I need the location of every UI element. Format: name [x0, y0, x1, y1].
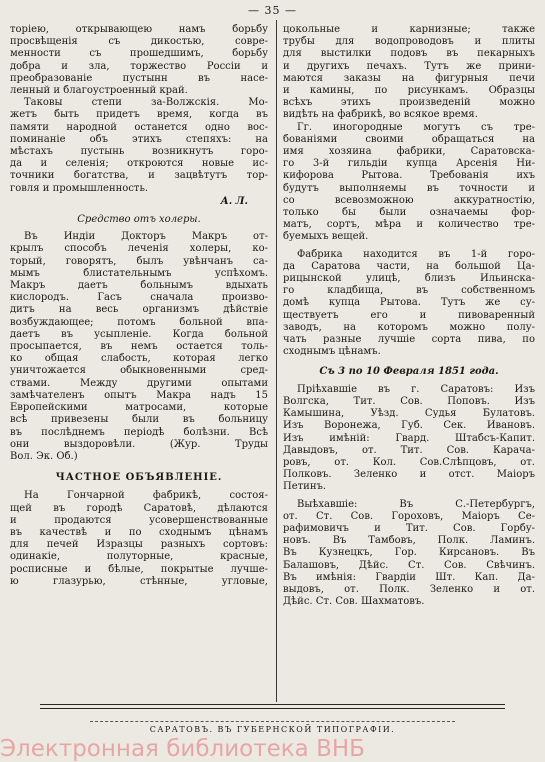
text-line: да Саратова части, на большой Ца- — [283, 260, 535, 272]
text-line: Въ имѣнiя: Гвардiи Шт. Кап. Да- — [283, 571, 535, 583]
text-line: въ послѣднемъ перiодѣ болѣзни. Всѣ — [10, 426, 268, 438]
text-line: просыпается, въ немъ остается толь- — [10, 341, 268, 353]
text-line: матъ, сортъ, мѣра и количество тре- — [283, 219, 535, 231]
text-line: крылъ способъ леченiя холеры, ко- — [10, 243, 268, 255]
arrivals-date-heading: Съ 3 по 10 Февраля 1851 года. — [319, 366, 499, 378]
factory-ad-paragraph — [10, 490, 268, 588]
text-line: мѣстахъ пустынь возникнутъ горо- — [10, 146, 268, 158]
text-line: щей въ городѣ Саратовѣ, дѣлаются — [10, 502, 268, 514]
author-signature: А. Л. — [220, 195, 248, 207]
text-line: Таковы степи за-Волжскiя. Мо- — [24, 97, 268, 109]
text-line: ровъ, от. Кол. Сов.Слѣпцовъ, от. — [283, 456, 535, 468]
text-line: новъ. Въ Тамбовъ, Полк. Ламинъ. — [283, 535, 535, 547]
text-line: кифорова Рытова. Требованiя ихъ — [283, 170, 535, 182]
text-line: ко общая слабость, которая легко — [10, 353, 268, 365]
text-line: Полковъ. Зеленко и отст. Маiоръ — [283, 469, 535, 481]
text-line: заводъ, на которомъ можно полу- — [283, 321, 535, 333]
text-line: Въ Индiи Докторъ Макръ от- — [24, 231, 268, 243]
bottom-double-rule — [40, 704, 505, 709]
text-line: говля и промышленность. — [10, 182, 149, 194]
arrivals-paragraph — [283, 384, 535, 494]
text-line: На Гончарной фабрикѣ, состоя- — [24, 490, 268, 502]
text-line: будутъ выполняемы въ точности и — [283, 182, 535, 194]
text-line: замѣчателенъ опытъ Макра надъ 15 — [10, 389, 268, 401]
text-line: Вол. Эк. Об.) — [10, 450, 78, 462]
text-line: торый, говорятъ, былъ увѣнчанъ са- — [10, 255, 268, 267]
text-line: выдовъ, от. Полк. Зеленко и от. — [283, 583, 535, 595]
text-line: памяти народной останется одно вос- — [10, 121, 268, 133]
intro-paragraph — [10, 24, 268, 97]
text-line: домѣ купца Рытова. Тутъ же су- — [283, 297, 535, 309]
customers-paragraph — [283, 122, 535, 244]
text-line: дитъ на весь организмъ дѣйствiе — [10, 304, 268, 316]
private-notice-heading: ЧАСТНОЕ ОБЪЯВЛЕНIЕ. — [55, 472, 223, 484]
text-line: Давыдовъ, от. Тит. Сов. Карача- — [283, 444, 535, 456]
text-line: видѣть на фабрикѣ, во всякое время. — [283, 109, 478, 121]
text-line: уничтожается обыкновенными сред- — [10, 365, 268, 377]
factory-location-paragraph — [283, 249, 535, 359]
text-line: Фабрика находится въ 1-й горо- — [297, 248, 535, 260]
text-line: рицынской улицѣ, близъ Ильинска- — [283, 273, 535, 285]
text-line: даетъ въ усыпленiе. Когда больной — [10, 328, 268, 340]
text-line: го кладбища, въ собственномъ — [283, 285, 535, 297]
text-line: и камины, по рисункамъ. Образцы — [283, 85, 535, 97]
text-line: рафимовичъ и Тит. Сов. Горбу- — [283, 522, 535, 534]
cholera-heading: Средство отъ холеры. — [77, 214, 201, 226]
text-line: мымъ блистательнымъ успѣхомъ. — [10, 267, 268, 279]
library-watermark: Электронная библиотека ВНБ — [0, 736, 365, 762]
page-number: — 35 — — [248, 4, 297, 17]
text-line: ствами. Между другими опытами — [10, 377, 268, 389]
text-line: росписные и бѣлые, покрытые лучше- — [10, 563, 268, 575]
left-column — [10, 24, 268, 588]
text-line: от. Ст. Сов. Гороховъ, Маiоръ Се- — [283, 510, 535, 522]
text-line: кислородъ. Гасъ сначала произво- — [10, 292, 268, 304]
text-line: добра и зла, торжество Россiи и — [10, 60, 268, 72]
text-line: маются заказы на фигурныя печи — [283, 72, 535, 84]
column-divider — [276, 20, 277, 702]
text-line: въ качествѣ и по сходнымъ цѣнамъ — [10, 526, 268, 538]
text-line: буемыхъ вещей. — [283, 231, 369, 243]
cholera-paragraph — [10, 231, 268, 463]
text-line: просвѣщенiя съ дикостью, совре- — [10, 36, 268, 48]
text-line: цокольные и карнизные; также — [283, 24, 535, 35]
printer-imprint: САРАТОВЪ. ВЪ ГУБЕРНСКОЙ ТИПОГРАФIИ. — [149, 725, 396, 734]
text-line: со всевозможною аккуратностiю, — [283, 194, 535, 206]
text-line: жетъ быть придетъ время, когда въ — [10, 109, 268, 121]
text-line: всѣхъ этихъ произведенiй можно — [283, 97, 535, 109]
text-line: Макръ даетъ больнымъ вдыхать — [10, 280, 268, 292]
text-line: они выздоровѣли. (Жур. Труды — [10, 438, 268, 450]
text-line: имя хозяина фабрики, Саратовска- — [283, 146, 535, 158]
text-line: Балашовъ, Дѣйс. Ст. Сов. Свѣчинъ. — [283, 559, 535, 571]
text-line: ленный и благоустроенный край. — [10, 85, 188, 97]
text-line: го 3-й гильдiи купца Арсенiя Ни- — [283, 158, 535, 170]
text-line: возбуждающее; потомъ больной впа- — [10, 316, 268, 328]
right-column — [283, 24, 535, 608]
text-line: менности съ прошедшимъ, борьбу — [10, 48, 268, 60]
text-line: Камышина, Уѣзд. Судья Булатовъ. — [283, 408, 535, 420]
text-line: сходнымъ цѣнамъ. — [283, 346, 381, 358]
text-line: Изъ Воронежа, Губ. Сек. Ивановъ. — [283, 420, 535, 432]
text-line: Прiѣхавшiе въ г. Саратовъ: Изъ — [297, 383, 535, 395]
text-line: для печей Изразцы разныхъ сортовъ: — [10, 539, 268, 551]
text-line: ществуетъ его и пивоваренный — [283, 309, 535, 321]
text-line: Петинъ. — [283, 481, 327, 493]
text-line: Выѣхавшiе: Въ С.-Петербургъ, — [297, 498, 535, 510]
steppe-paragraph — [10, 97, 268, 195]
text-line: и продаются усовершенствованные — [10, 514, 268, 526]
text-line: ю глазурью, стѣнные, угловые, — [10, 575, 268, 587]
text-line: Изъ имѣнiй: Гвард. Штабсъ-Капит. — [283, 432, 535, 444]
departures-paragraph — [283, 499, 535, 609]
text-line: всѣ привезены были въ больницу — [10, 414, 268, 426]
text-line: Гг. иногородные могутъ съ тре- — [297, 121, 535, 133]
text-line: да и селенiя; откроются новые ис- — [10, 158, 268, 170]
text-line: преобразованiе пустынн въ насе- — [10, 72, 268, 84]
text-line: поминанiе объ этихъ степяхъ: на — [10, 133, 268, 145]
text-line: Дѣйс. Ст. Сов. Шахматовъ. — [283, 596, 425, 608]
text-line: торiею, открывающею намъ борьбу — [10, 24, 268, 35]
text-line: бованiями своими обращаться на — [283, 133, 535, 145]
text-line: точники богатства, и зацвѣтутъ тор- — [10, 170, 268, 182]
text-line: чать разные лучшiе сорта пива, по — [283, 334, 535, 346]
text-line: для выстилки подовъ въ пекарныхъ — [283, 48, 535, 60]
text-line: Въ Кузнецкъ, Гор. Кирсановъ. Въ — [283, 547, 535, 559]
text-line: только бы были означаемы фор- — [283, 207, 535, 219]
text-line: Европейскими матросами, которые — [10, 402, 268, 414]
imprint-rule — [90, 721, 455, 722]
text-line: и другихъ печахъ. Тутъ же прини- — [283, 60, 535, 72]
text-line: трубы для водопроводовъ и плиты — [283, 36, 535, 48]
factory-ad-continued — [283, 24, 535, 122]
text-line: Волгска, Тит. Сов. Поповъ. Изъ — [283, 395, 535, 407]
text-line: одинакiе, полуторные, красные, — [10, 551, 268, 563]
